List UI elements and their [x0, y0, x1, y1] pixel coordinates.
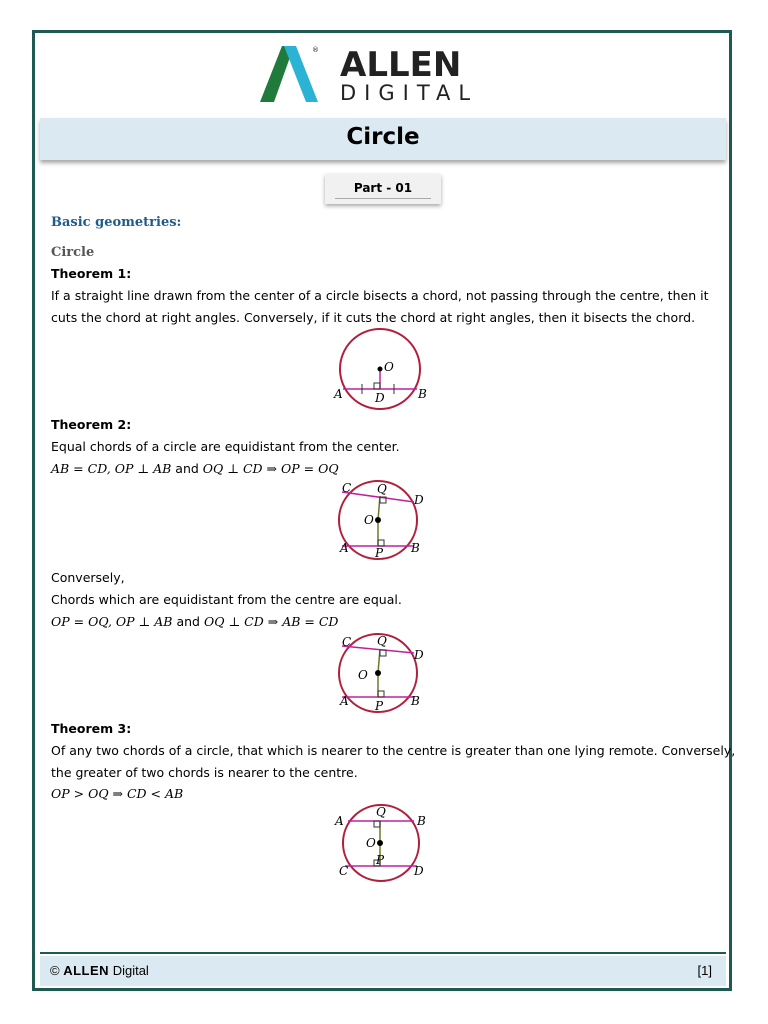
part-label: Part - 01	[353, 181, 413, 195]
logo-registered: ®	[312, 46, 319, 54]
theorem1-line1: If a straight line drawn from the center of a circle bisects a chord, not passing through the centre, then it	[51, 288, 709, 303]
logo-brand: ALLEN	[340, 45, 462, 85]
label-a: A	[340, 694, 349, 708]
label-a: A	[340, 541, 349, 555]
center-point	[378, 367, 383, 372]
label-b: B	[411, 541, 420, 555]
theorem3-math: OP > OQ ⇒ CD < AB	[51, 786, 184, 801]
label-c: C	[342, 635, 352, 649]
converse-figure	[330, 631, 440, 719]
footer-brand-suffix: Digital	[112, 963, 149, 978]
label-q: Q	[377, 634, 387, 648]
label-p: P	[375, 699, 384, 713]
theorem3-heading: Theorem 3:	[51, 721, 132, 736]
page-title: Circle	[346, 124, 420, 150]
theorem3-line2: the greater of two chords is nearer to the centre.	[51, 765, 358, 780]
label-d: D	[414, 864, 424, 878]
allen-digital-logo	[260, 42, 510, 104]
label-d: D	[375, 391, 385, 405]
label-d: D	[414, 648, 424, 662]
converse-line1: Conversely,	[51, 570, 125, 585]
converse-line2: Chords which are equidistant from the centre are equal.	[51, 592, 402, 607]
center-point	[375, 670, 381, 676]
center-point	[377, 840, 383, 846]
label-c: C	[339, 864, 349, 878]
theorem2-line1: Equal chords of a circle are equidistant from the center.	[51, 439, 400, 454]
label-o: O	[384, 360, 394, 374]
footer-brand-name: ALLEN	[63, 963, 110, 978]
label-a: A	[334, 387, 343, 401]
label-o: O	[364, 513, 374, 527]
section-heading: Basic geometries:	[51, 215, 182, 230]
page-number: [1]	[697, 963, 712, 978]
theorem2-math: AB = CD, OP ⊥ AB and OQ ⊥ CD ⇒ OP = OQ	[51, 461, 339, 476]
theorem2-heading: Theorem 2:	[51, 417, 132, 432]
title-bar	[40, 118, 726, 160]
footer-brand	[50, 963, 149, 978]
label-c: C	[342, 481, 352, 495]
logo-sub: DIGITAL	[340, 81, 479, 104]
part-label-box	[325, 174, 441, 204]
label-b: B	[417, 814, 426, 828]
label-o: O	[358, 668, 368, 682]
sub-heading: Circle	[51, 245, 95, 260]
right-angle-mark	[374, 383, 380, 389]
theorem3-line1: Of any two chords of a circle, that which is nearer to the centre is greater than one lying remote. Conversely,	[51, 743, 736, 758]
footer-divider	[40, 952, 726, 954]
center-point	[375, 517, 381, 523]
theorem3-figure	[330, 803, 440, 885]
label-d: D	[414, 493, 424, 507]
label-p: P	[376, 853, 385, 867]
converse-math: OP = OQ, OP ⊥ AB and OQ ⊥ CD ⇒ AB = CD	[51, 614, 339, 629]
theorem1-figure	[330, 326, 440, 412]
label-b: B	[418, 387, 427, 401]
logo-teal-stroke	[284, 46, 318, 102]
theorem2-figure	[330, 478, 440, 566]
label-o: O	[366, 836, 376, 850]
label-q: Q	[376, 805, 386, 819]
theorem1-heading: Theorem 1:	[51, 266, 132, 281]
label-a: A	[335, 814, 344, 828]
label-b: B	[411, 694, 420, 708]
theorem1-line2: cuts the chord at right angles. Conversely, if it cuts the chord at right angles, then it bisects the chord.	[51, 310, 696, 325]
copyright-symbol: ©	[50, 963, 60, 978]
label-p: P	[375, 546, 384, 560]
footer	[40, 956, 726, 986]
label-q: Q	[377, 482, 387, 496]
